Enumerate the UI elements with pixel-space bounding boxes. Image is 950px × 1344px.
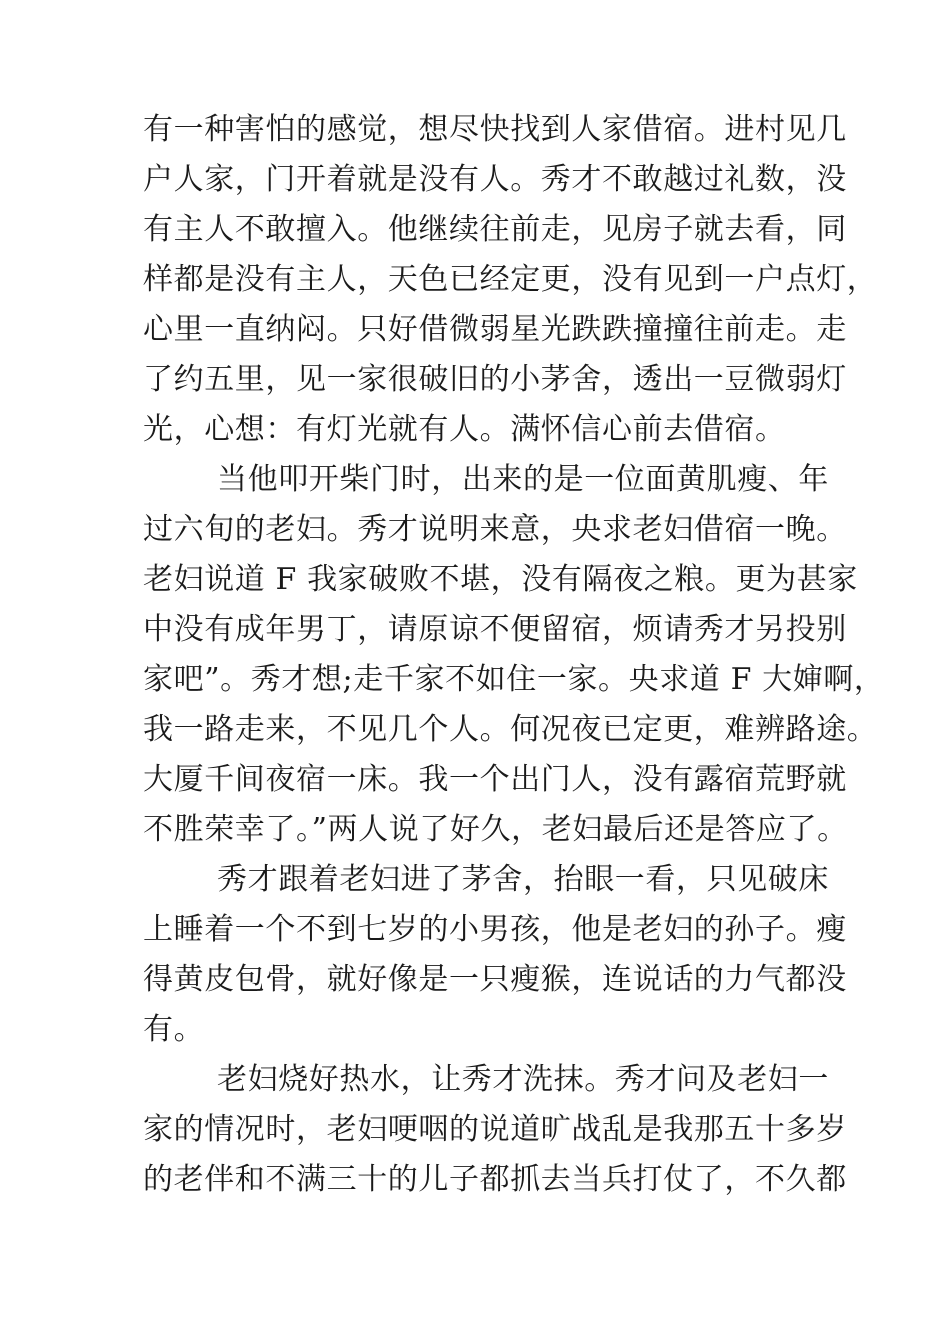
text-line: 得黄皮包骨，就好像是一只瘦猴，连说话的力气都没 (143, 962, 847, 997)
text-line: 不胜荣幸了。”两人说了好久，老妇最后还是答应了。 (143, 812, 848, 847)
paragraph-first-line: 当他叩开柴门时，出来的是一位面黄肌瘦、年 (217, 462, 829, 497)
text-line: 户人家，门开着就是没有人。秀才不敢越过礼数，没 (143, 162, 847, 197)
text-line: 上睡着一个不到七岁的小男孩，他是老妇的孙子。瘦 (143, 912, 847, 947)
text-line: 有主人不敢擅入。他继续往前走，见房子就去看，同 (143, 212, 847, 247)
text-line: 老妇说道 F 我家破败不堪，没有隔夜之粮。更为甚家 (143, 562, 858, 597)
text-line: 家的情况时，老妇哽咽的说道旷战乱是我那五十多岁 (143, 1112, 847, 1147)
text-line: 有。 (143, 1012, 205, 1047)
text-line: 样都是没有主人，天色已经定更，没有见到一户点灯， (143, 262, 878, 297)
text-line: 家吧”。秀才想;走千家不如住一家。央求道 F 大婶啊， (143, 662, 885, 697)
paragraph-first-line: 秀才跟着老妇进了茅舍，抬眼一看，只见破床 (217, 862, 829, 897)
text-line: 心里一直纳闷。只好借微弱星光跌跌撞撞往前走。走 (143, 312, 847, 347)
text-line: 光，心想：有灯光就有人。满怀信心前去借宿。 (143, 412, 786, 447)
text-line: 有一种害怕的感觉，想尽快找到人家借宿。进村见几 (143, 112, 847, 147)
text-line: 中没有成年男丁，请原谅不便留宿，烦请秀才另投别 (143, 612, 847, 647)
text-line: 过六旬的老妇。秀才说明来意，央求老妇借宿一晚。 (143, 512, 847, 547)
paragraph-first-line: 老妇烧好热水，让秀才洗抹。秀才问及老妇一 (217, 1062, 829, 1097)
text-line: 了约五里，见一家很破旧的小茅舍，透出一豆微弱灯 (143, 362, 847, 397)
text-line: 大厦千间夜宿一床。我一个出门人，没有露宿荒野就 (143, 762, 847, 797)
text-line: 的老伴和不满三十的儿子都抓去当兵打仗了，不久都 (143, 1162, 847, 1197)
text-line: 我一路走来，不见几个人。何况夜已定更，难辨路途。 (143, 712, 878, 747)
